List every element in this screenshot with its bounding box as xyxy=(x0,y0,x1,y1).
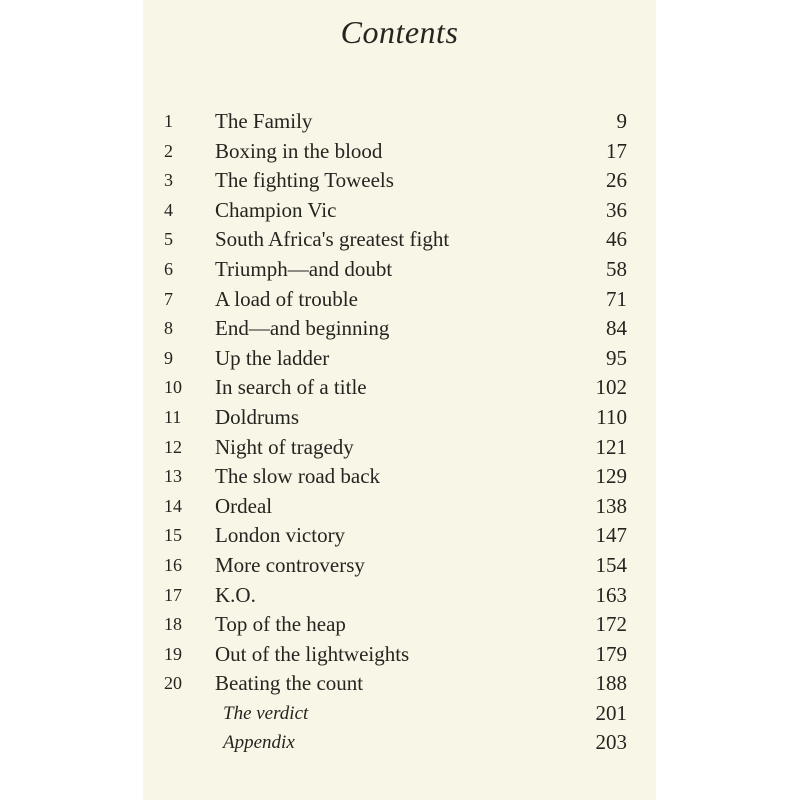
chapter-title: Doldrums xyxy=(215,404,299,429)
chapter-number: 9 xyxy=(164,347,173,368)
page-number: 58 xyxy=(606,256,627,281)
toc-entry xyxy=(143,462,656,492)
chapter-number: 6 xyxy=(164,258,173,279)
page-number: 36 xyxy=(606,197,627,222)
toc-extra-entry xyxy=(143,728,656,758)
chapter-number: 8 xyxy=(164,318,173,339)
toc-entry xyxy=(143,107,656,137)
chapter-title: Up the ladder xyxy=(215,345,330,370)
page-number: 147 xyxy=(595,523,627,548)
page-number: 203 xyxy=(595,730,627,755)
chapter-title: More controversy xyxy=(215,552,365,577)
toc-entry xyxy=(143,433,656,463)
chapter-title: Champion Vic xyxy=(215,197,337,222)
book-page xyxy=(143,0,656,800)
page-number: 188 xyxy=(595,671,627,696)
chapter-number: 11 xyxy=(164,406,182,427)
toc-entry xyxy=(143,669,656,699)
chapter-title: Boxing in the blood xyxy=(215,138,383,163)
chapter-number: 5 xyxy=(164,229,173,250)
page-number: 26 xyxy=(606,168,627,193)
toc-entry xyxy=(143,581,656,611)
toc-entry xyxy=(143,610,656,640)
page-number: 138 xyxy=(595,493,627,518)
chapter-number: 12 xyxy=(164,436,182,457)
chapter-title: K.O. xyxy=(215,582,256,607)
chapter-number: 20 xyxy=(164,673,182,694)
chapter-number: 14 xyxy=(164,495,182,516)
chapter-number: 16 xyxy=(164,554,182,575)
chapter-number: 1 xyxy=(164,111,173,131)
chapter-number: 10 xyxy=(164,377,182,398)
page-number: 179 xyxy=(595,641,627,666)
table-of-contents xyxy=(143,107,656,758)
toc-entry xyxy=(143,521,656,551)
page-number: 154 xyxy=(595,552,627,577)
chapter-title: The verdict xyxy=(223,702,309,724)
chapter-number: 18 xyxy=(164,614,182,635)
toc-entry xyxy=(143,492,656,522)
chapter-title: The fighting Toweels xyxy=(215,168,394,193)
chapter-number: 19 xyxy=(164,643,182,664)
chapter-number: 2 xyxy=(164,140,173,161)
page-number: 84 xyxy=(606,316,627,341)
toc-extra-entry xyxy=(143,699,656,729)
page-title: Contents xyxy=(340,14,459,50)
page-number: 17 xyxy=(606,138,627,163)
chapter-title: End—and beginning xyxy=(215,316,390,341)
chapter-number: 13 xyxy=(164,466,182,487)
toc-entry xyxy=(143,285,656,315)
chapter-title: Ordeal xyxy=(215,493,273,518)
toc-entry xyxy=(143,403,656,433)
chapter-title: Appendix xyxy=(223,732,295,754)
chapter-title: Out of the lightweights xyxy=(215,641,410,666)
chapter-title: Night of tragedy xyxy=(215,434,354,459)
page-number: 201 xyxy=(595,700,627,725)
toc-entry xyxy=(143,640,656,670)
page-number: 46 xyxy=(606,227,627,252)
chapter-title: Top of the heap xyxy=(215,612,346,637)
page-number: 9 xyxy=(616,109,627,133)
toc-entry xyxy=(143,196,656,226)
page-number: 110 xyxy=(596,404,627,429)
page-number: 71 xyxy=(606,286,627,311)
chapter-title: In search of a title xyxy=(215,375,367,400)
chapter-title: The Family xyxy=(215,109,313,133)
chapter-number: 3 xyxy=(164,170,173,191)
chapter-number: 7 xyxy=(164,288,173,309)
chapter-title: London victory xyxy=(215,523,346,548)
toc-entry xyxy=(143,137,656,167)
toc-entry xyxy=(143,255,656,285)
toc-entry xyxy=(143,373,656,403)
toc-entry xyxy=(143,344,656,374)
toc-entry xyxy=(143,166,656,196)
chapter-number: 15 xyxy=(164,525,182,546)
page-number: 163 xyxy=(595,582,627,607)
page-number: 95 xyxy=(606,345,627,370)
chapter-title: A load of trouble xyxy=(215,286,358,311)
page-number: 102 xyxy=(595,375,627,400)
chapter-number: 4 xyxy=(164,199,173,220)
chapter-title: South Africa's greatest fight xyxy=(215,227,450,252)
page-number: 121 xyxy=(595,434,627,459)
toc-entry xyxy=(143,314,656,344)
chapter-number: 17 xyxy=(164,584,182,605)
page-number: 172 xyxy=(595,612,627,637)
toc-entry xyxy=(143,551,656,581)
chapter-title: Triumph—and doubt xyxy=(215,256,393,281)
chapter-title: Beating the count xyxy=(215,671,364,696)
page-number: 129 xyxy=(595,464,627,489)
chapter-title: The slow road back xyxy=(215,464,381,489)
toc-entry xyxy=(143,225,656,255)
